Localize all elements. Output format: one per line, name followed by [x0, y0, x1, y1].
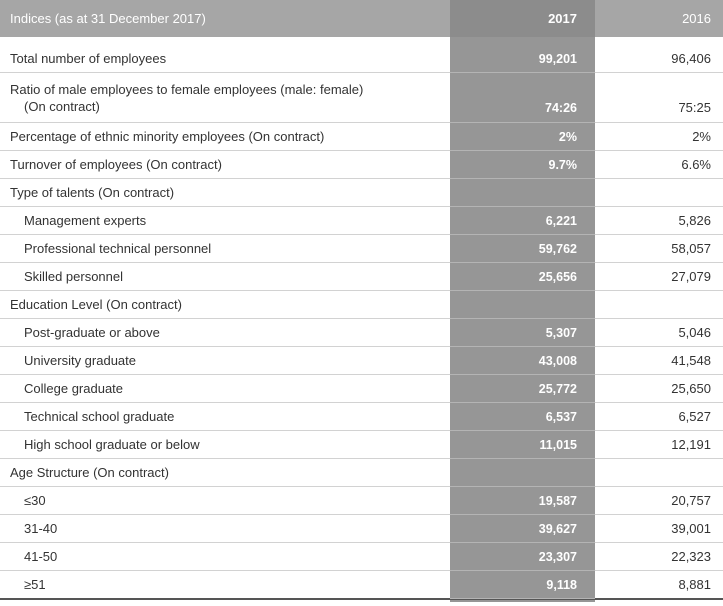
value-2017: 9,118: [450, 571, 595, 599]
row-label-line-1: Ratio of male employees to female employees (male: female): [10, 81, 364, 97]
row-label: Management experts: [24, 213, 147, 228]
table-row: [0, 319, 723, 347]
row-label: Turnover of employees (On contract): [10, 157, 222, 172]
table-row: [0, 515, 723, 543]
value-2017: 39,627: [450, 515, 595, 543]
table-row: [0, 123, 723, 151]
header-year-2016: 2016: [682, 11, 711, 26]
value-2016: 2%: [692, 129, 711, 144]
value-2017: 6,221: [450, 207, 595, 235]
value-2016: 22,323: [671, 549, 711, 564]
value-2017: 74:26: [450, 73, 595, 123]
table-row: [0, 235, 723, 263]
value-2016: 8,881: [678, 577, 711, 592]
table-row: [0, 45, 723, 73]
value-2017: 5,307: [450, 319, 595, 347]
value-2016: 12,191: [671, 437, 711, 452]
table-row: [0, 347, 723, 375]
value-2016: 6,527: [678, 409, 711, 424]
row-label-line-2: (On contract): [24, 98, 100, 114]
value-2016: 20,757: [671, 493, 711, 508]
value-2016: 27,079: [671, 269, 711, 284]
value-2016: 6.6%: [681, 157, 711, 172]
value-2016: 41,548: [671, 353, 711, 368]
value-2017: 25,656: [450, 263, 595, 291]
table-row: [0, 375, 723, 403]
row-label: Total number of employees: [10, 51, 167, 66]
value-2017: 11,015: [450, 431, 595, 459]
row-label: ≥51: [24, 577, 46, 592]
table-row: [0, 403, 723, 431]
value-2017: 6,537: [450, 403, 595, 431]
row-label: Skilled personnel: [24, 269, 124, 284]
value-2016: 25,650: [671, 381, 711, 396]
value-2017: 9.7%: [450, 151, 595, 179]
value-2016: 5,046: [678, 325, 711, 340]
value-2016: [595, 179, 723, 206]
value-2017: 59,762: [450, 235, 595, 263]
table-row: [0, 73, 723, 123]
value-2017: 2%: [450, 123, 595, 151]
value-2016: 58,057: [671, 241, 711, 256]
table-row-section: [0, 179, 723, 207]
row-label: Professional technical personnel: [24, 241, 212, 256]
value-2017: [450, 179, 595, 207]
section-label: Age Structure (On contract): [10, 465, 169, 480]
row-label: Post-graduate or above: [24, 325, 160, 340]
value-2016: [595, 459, 723, 486]
row-label: University graduate: [24, 353, 136, 368]
section-label: Type of talents (On contract): [10, 185, 175, 200]
row-label: High school graduate or below: [24, 437, 200, 452]
row-label: College graduate: [24, 381, 124, 396]
value-2017: 19,587: [450, 487, 595, 515]
value-2016: 39,001: [671, 521, 711, 536]
row-label: Technical school graduate: [24, 409, 175, 424]
row-label: [0, 73, 450, 122]
header-indicator: Indices (as at 31 December 2017): [10, 11, 206, 26]
table-row-section: [0, 459, 723, 487]
row-label: 41-50: [24, 549, 58, 564]
value-2017: 23,307: [450, 543, 595, 571]
table-body: [0, 45, 723, 600]
section-label: Education Level (On contract): [10, 297, 182, 312]
table-row: [0, 431, 723, 459]
table-row: [0, 571, 723, 600]
value-2017: [450, 291, 595, 319]
value-2016: 75:25: [678, 100, 711, 115]
table-row: [0, 543, 723, 571]
table-row: [0, 151, 723, 179]
row-label: ≤30: [24, 493, 46, 508]
table-row: [0, 487, 723, 515]
row-label: Percentage of ethnic minority employees (On contract): [10, 129, 325, 144]
value-2016: 5,826: [678, 213, 711, 228]
table-row: [0, 263, 723, 291]
table-row: [0, 207, 723, 235]
table-row-section: [0, 291, 723, 319]
header-year-2017: 2017: [450, 0, 595, 37]
table-header: [0, 0, 723, 37]
value-2017: 43,008: [450, 347, 595, 375]
value-2016: [595, 291, 723, 318]
value-2017: 25,772: [450, 375, 595, 403]
value-2017: [450, 459, 595, 487]
value-2016: 96,406: [671, 51, 711, 66]
row-label: 31-40: [24, 521, 58, 536]
value-2017: 99,201: [450, 45, 595, 73]
